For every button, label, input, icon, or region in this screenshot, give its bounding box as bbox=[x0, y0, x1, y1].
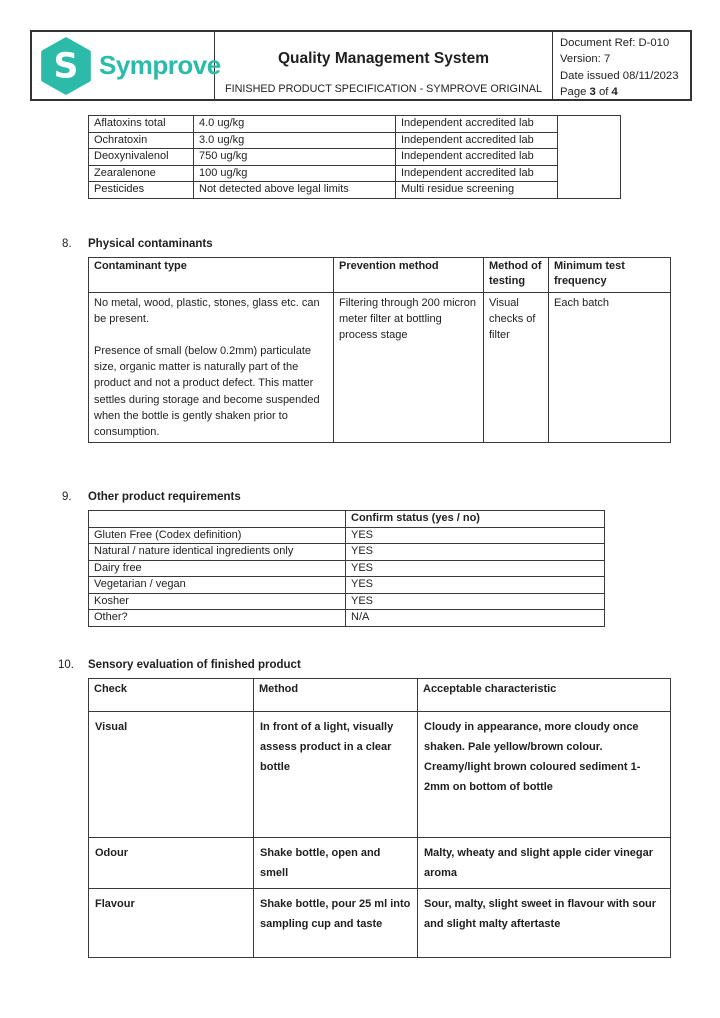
column-header: Method of testing bbox=[484, 257, 549, 292]
title-cell bbox=[215, 32, 553, 99]
status-cell: YES bbox=[346, 527, 605, 544]
table-row bbox=[89, 116, 621, 133]
characteristic-paragraph-1: Cloudy in appearance, more cloudy once shaken. Pale yellow/brown colour. bbox=[424, 720, 639, 753]
contaminant-paragraph-2: Presence of small (below 0.2mm) particulate size, organic matter is naturally part of the product and not a product defect. This matter settles during storage and become suspended when the bottle is gently shaken prior to consumption. bbox=[94, 344, 320, 438]
characteristic-paragraph-2: Creamy/light brown coloured sediment 1-2mm on bottom of bottle bbox=[424, 760, 641, 793]
section-title: Other product requirements bbox=[88, 491, 241, 504]
header-row bbox=[89, 257, 671, 292]
doc-date-issued: Date issued 08/11/2023 bbox=[560, 69, 679, 82]
requirement-cell: Natural / nature identical ingredients only bbox=[89, 544, 346, 561]
document-title: Quality Management System bbox=[277, 50, 490, 67]
column-header: Contaminant type bbox=[89, 257, 334, 292]
check-cell: Visual bbox=[89, 711, 254, 837]
column-header: Confirm status (yes / no) bbox=[346, 511, 605, 528]
section-10-heading bbox=[58, 658, 720, 673]
page-total: 4 bbox=[611, 85, 618, 98]
method-of-testing-cell: Visual checks of filter bbox=[484, 292, 549, 443]
table-row bbox=[89, 837, 671, 888]
frequency-cell: Each batch bbox=[549, 292, 671, 443]
physical-contaminants-table bbox=[88, 257, 671, 444]
table-row bbox=[89, 149, 621, 166]
lab-cell: Independent accredited lab bbox=[396, 132, 558, 149]
contaminant-paragraph-1: No metal, wood, plastic, stones, glass etc. can be present. bbox=[94, 296, 320, 325]
document-subtitle: FINISHED PRODUCT SPECIFICATION - SYMPROVE ORIGINAL bbox=[225, 83, 542, 95]
other-requirements-table bbox=[88, 510, 605, 627]
analyte-cell: Aflatoxins total bbox=[89, 116, 194, 133]
svg-text:S: S bbox=[53, 46, 79, 87]
chemical-limits-table bbox=[88, 115, 621, 199]
limit-cell: 750 ug/kg bbox=[194, 149, 396, 166]
table-row bbox=[89, 888, 671, 957]
requirement-cell: Other? bbox=[89, 610, 346, 627]
table-row bbox=[89, 132, 621, 149]
analyte-cell: Zearalenone bbox=[89, 165, 194, 182]
doc-ref: Document Ref: D-010 bbox=[560, 37, 670, 49]
column-header: Prevention method bbox=[334, 257, 484, 292]
empty-cell bbox=[558, 116, 621, 199]
requirement-cell: Dairy free bbox=[89, 560, 346, 577]
contaminant-type-cell bbox=[89, 292, 334, 443]
doc-info-cell bbox=[553, 32, 690, 99]
column-header: Method bbox=[254, 678, 418, 711]
prevention-method-cell: Filtering through 200 micron meter filter at bottling process stage bbox=[334, 292, 484, 443]
symprove-hexagon-icon bbox=[38, 37, 94, 95]
page-number: 3 bbox=[589, 85, 596, 98]
table-row bbox=[89, 165, 621, 182]
column-header: Check bbox=[89, 678, 254, 711]
characteristic-cell bbox=[418, 711, 671, 837]
section-title: Physical contaminants bbox=[88, 237, 213, 250]
analyte-cell: Ochratoxin bbox=[89, 132, 194, 149]
characteristic-cell: Sour, malty, slight sweet in flavour with sour and slight malty aftertaste bbox=[418, 888, 671, 957]
section-8-heading bbox=[62, 237, 720, 252]
table-row bbox=[89, 182, 621, 199]
logo-cell bbox=[32, 32, 221, 99]
method-cell: In front of a light, visually assess product in a clear bottle bbox=[254, 711, 418, 837]
status-cell: YES bbox=[346, 560, 605, 577]
table-row bbox=[89, 610, 605, 627]
doc-page-indicator: Page 3 of 4 bbox=[560, 85, 618, 98]
analyte-cell: Pesticides bbox=[89, 182, 194, 199]
table-row bbox=[89, 711, 671, 837]
requirement-cell: Gluten Free (Codex definition) bbox=[89, 527, 346, 544]
document-header bbox=[30, 30, 692, 101]
section-number: 8. bbox=[62, 237, 72, 250]
lab-cell: Independent accredited lab bbox=[396, 149, 558, 166]
table-row bbox=[89, 577, 605, 594]
section-number: 10. bbox=[58, 658, 74, 671]
table-row bbox=[89, 560, 605, 577]
limit-cell: 100 ug/kg bbox=[194, 165, 396, 182]
requirement-cell: Kosher bbox=[89, 593, 346, 610]
brand-wordmark: Symprove bbox=[99, 50, 221, 80]
limit-cell: Not detected above legal limits bbox=[194, 182, 396, 199]
blank-header-cell bbox=[89, 511, 346, 528]
limit-cell: 4.0 ug/kg bbox=[194, 116, 396, 133]
characteristic-cell: Malty, wheaty and slight apple cider vinegar aroma bbox=[418, 837, 671, 888]
status-cell: N/A bbox=[346, 610, 605, 627]
status-cell: YES bbox=[346, 593, 605, 610]
section-9-heading bbox=[62, 490, 720, 505]
table-row bbox=[89, 527, 605, 544]
table-row bbox=[89, 593, 605, 610]
limit-cell: 3.0 ug/kg bbox=[194, 132, 396, 149]
check-cell: Flavour bbox=[89, 888, 254, 957]
lab-cell: Independent accredited lab bbox=[396, 165, 558, 182]
header-row bbox=[89, 678, 671, 711]
section-number: 9. bbox=[62, 491, 72, 504]
lab-cell: Multi residue screening bbox=[396, 182, 558, 199]
sensory-evaluation-table bbox=[88, 678, 671, 958]
analyte-cell: Deoxynivalenol bbox=[89, 149, 194, 166]
column-header: Minimum test frequency bbox=[549, 257, 671, 292]
status-cell: YES bbox=[346, 544, 605, 561]
status-cell: YES bbox=[346, 577, 605, 594]
method-cell: Shake bottle, open and smell bbox=[254, 837, 418, 888]
section-title: Sensory evaluation of finished product bbox=[88, 658, 301, 671]
lab-cell: Independent accredited lab bbox=[396, 116, 558, 133]
method-cell: Shake bottle, pour 25 ml into sampling cup and taste bbox=[254, 888, 418, 957]
doc-version: Version: 7 bbox=[560, 53, 611, 66]
table-row bbox=[89, 544, 605, 561]
check-cell: Odour bbox=[89, 837, 254, 888]
header-row bbox=[89, 511, 605, 528]
table-row bbox=[89, 292, 671, 443]
requirement-cell: Vegetarian / vegan bbox=[89, 577, 346, 594]
column-header: Acceptable characteristic bbox=[418, 678, 671, 711]
